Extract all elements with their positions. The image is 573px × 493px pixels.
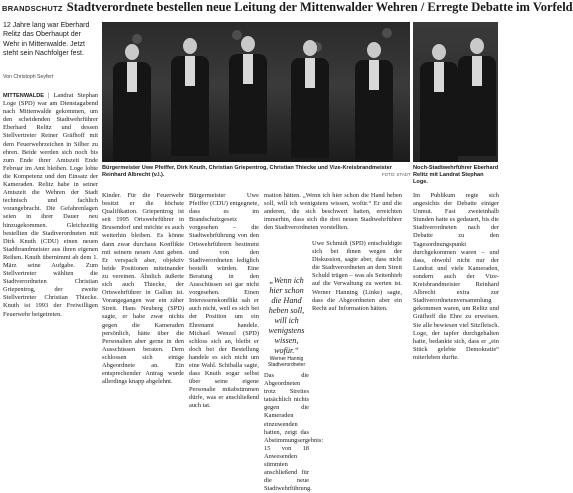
person-figure	[419, 44, 459, 162]
article-byline: Von Christoph Seyfert	[3, 74, 54, 80]
section-kicker: BRANDSCHUTZ	[2, 4, 63, 13]
article-column-5	[312, 240, 402, 448]
column-text: Kinder. Für die Feuerwehr besitzt er die höchste Qualifikation. Griepentrog ist seit 1995 Ortswehrführer in Brusendorf und möchte es auch weiterhin bleiben. Es könne dann zwar durchaus Konflikte mit seinem neuen Amt geben. Er verspach aber, objektiv beide Positionen miteinander zu vereinen. Ähnlich äußerte sich auch Thiecke, der Ortswehrführer in Gallun ist. Vorangegangen war ein zäher Streit. Hans Neuberg (SPD) sagte, er habe zwar nichts gegen die Kameraden persönlich, hätte über die Personalien aber gerne in den Ausschüssen beraten. Dem schlossen sich einige Abgeordnete an. Ein entsprechender Antrag wurde allerdings knapp abgelehnt.	[102, 192, 184, 386]
article-intro: 12 Jahre lang war Eberhard Relitz das Oberhaupt der Wehr in Mittenwalde. Jetzt steht sein Nachfolger fest.	[3, 22, 90, 58]
person-figure	[112, 44, 152, 162]
photo-light-spot	[382, 28, 392, 38]
article-column-6	[413, 192, 499, 448]
column-text: Im Publikum regte sich angesichts der Debatte einiger Unmut. Fast zweieinhalb Stunden hatte es gedauert, bis die Stadtverordneten nach der Debatte zu den Tagesordnungspunkt durchgekommen waren – und dass, obwohl nicht nur der Landrat und viele Kameraden, sondern auch der Vize-Kreisbrandmeister Reinhard Albrecht extra zur Stadtverordnetenversammlung gekommen waren, um Relitz und Gräfhoff die Ehre zu erweisen. Sie alle bewiesen viel Sitzfleisch. Loge, der tapfer durchgehalten hatte, bedankte sich, dass er „ein Stück gelebte Demokratie“ miterleben durfte.	[413, 192, 499, 361]
person-figure	[290, 40, 330, 162]
person-figure	[354, 42, 394, 162]
group-photo-caption: Bürgermeister Uwe Pfeiffer, Dirk Knuth, Christian Griepentrog, Christian Thiecke und Vize-Kreisbrandmeister Reinhard Albrecht (v.l.).	[102, 165, 392, 178]
landrat-photo-caption: Noch-Stadtwehrführer Eberhard Relitz mit Landrat Stephan Loge.	[413, 165, 499, 185]
pull-quote: „Wenn ich hier schon die Hand heben soll, will ich wenigstens wissen, wofür.“	[268, 276, 305, 355]
column-text: Landrat Stephan Loge (SPD) war am Dienstagabend nach Mittenwalde gekommen, um den scheidenden Stadtwehrführer Eberhard Relitz und dessen Stellvertreter Reiner Gräfhoff mit dem Feuerwehrzeichen in Silber zu ehren. Beide werden sich noch bis zum Ende ihrer Amtszeit Ende Februar im Amt bleiben. Loge lobte die Kompetenz und den Einsatz der Kameraden. Relitz habe in seiner Amtszeit die Wehren der Stadt technisch und fachlich vorangebracht. Die Gefahrenlagen seien in ihrer Dauer neu hinzugekommen. Gleichzeitig bestellten die Stadtverordneten mit Dirk Knuth (CDU) einen neuen Stadtbrandmeister aus ihren eigenen Reihen. Knuth übernimmt ab dem 1. März seine Aufgabe. Zum Stellvertreter wählten die Stadtverordneten Christian Griepentrog, der zweite Stellvertreter Christian Thiecke. Knuth ist 1993 der Freiwilligen Feuerwehr beigetreten.	[3, 92, 98, 318]
article-column-3	[189, 192, 259, 448]
photo-credit: FOTO: STADT	[382, 172, 411, 177]
article-column-4-top	[264, 192, 402, 236]
group-photo	[102, 22, 410, 162]
article-headline: Stadtverordnete bestellen neue Leitung der Mittenwalder Wehren / Erregte Debatte im Vorfeld	[66, 0, 573, 14]
article-column-4-bottom	[264, 372, 324, 493]
column-text: Das die Abgeordneten trotz Streites tatsächlich nichts gegen die Kameraden einzuwenden hatten, zeigt das Abstimmungsergebnis: 15 von 18 Anwesenden stimmten anschließend für die neue Stadtwehrführung.	[264, 372, 324, 493]
person-figure	[228, 36, 268, 162]
person-figure	[170, 38, 210, 162]
person-figure	[457, 38, 497, 162]
column-text: Bürgermeister Uwe Pfeiffer (CDU) entgegnete, dass es im Brandschutzgesetz vorgesehen – die Stadtwehrführung von den Ortswehrführern bestimmt und von den Stadtverordneten lediglich bestellt würden. Eine Beratung in den Ausschüssen sei gar nicht vorgesehen. Einen Interessenskonflikt sah er auch nicht, weil es sich bei der Position um ein Ehrenamt handele. Michael Wenzel (SPD) schloss sich an, bleibt er doch bei der Bestellung handele es sich nicht um eine Wahl. Schiballa sagte, dass Knuth sogar selbst über seine eigene Personalie mitabstimmen dürfe, was er anschließend auch tat.	[189, 192, 259, 410]
photo-light-spot	[132, 34, 142, 44]
dateline: MITTENWALDE	[3, 93, 45, 99]
article-column-1: MITTENWALDE | Landrat Stephan Loge (SPD) war am Dienstagabend nach Mittenwalde gekommen, um den scheidenden Stadtwehrführer Eberhard Relitz und dessen Stellvertreter Reiner Gräfhoff mit dem Feuerwehrzeichen in Silber zu ehren. Beide werden sich noch bis zum Ende ihrer Amtszeit Ende Februar im Amt bleiben. Loge lobte die Kompetenz und den Einsatz der Kameraden. Relitz habe in seiner Amtszeit die Wehren der Stadt technisch und fachlich vorangebracht. Die Gefahrenlagen seien in ihrer Dauer neu hinzugekommen. Gleichzeitig bestellten die Stadtverordneten mit Dirk Knuth (CDU) einen neuen Stadtbrandmeister aus ihren eigenen Reihen. Knuth übernimmt ab dem 1. März seine Aufgabe. Zum Stellvertreter wählten die Stadtverordneten Christian Griepentrog, der zweite Stellvertreter Christian Thiecke. Knuth ist 1993 der Freiwilligen Feuerwehr beigetreten.	[3, 92, 98, 318]
article-column-2	[102, 192, 184, 448]
column-text: Uwe Schmidt (SPD) entschuldigte sich bei ihnen wegen der Diskussion, sagte aber, dass nicht die Stadtverordneten an dem Streit Schuld trügen – was als Seitenhieb auf die Verwaltung zu werten ist. Werner Hanning (Linke) sagte, dass die Abgeordneten aber ein Recht auf Information hätten.	[312, 240, 402, 312]
column-text: mation hätten. „Wenn ich hier schon die Hand heben soll, will ich wenigstens wissen, wofür.“ Er und die anderen, die sich beschwert hatten, erreichten immerhin, dass sich die drei neuen Stadtwehrführer den Stadtverordneten vorstellten.	[264, 192, 402, 232]
pull-quote-author: Werner Hannig Stadtverordneter	[267, 356, 306, 368]
headline-bar	[0, 0, 573, 16]
landrat-photo	[413, 22, 498, 162]
